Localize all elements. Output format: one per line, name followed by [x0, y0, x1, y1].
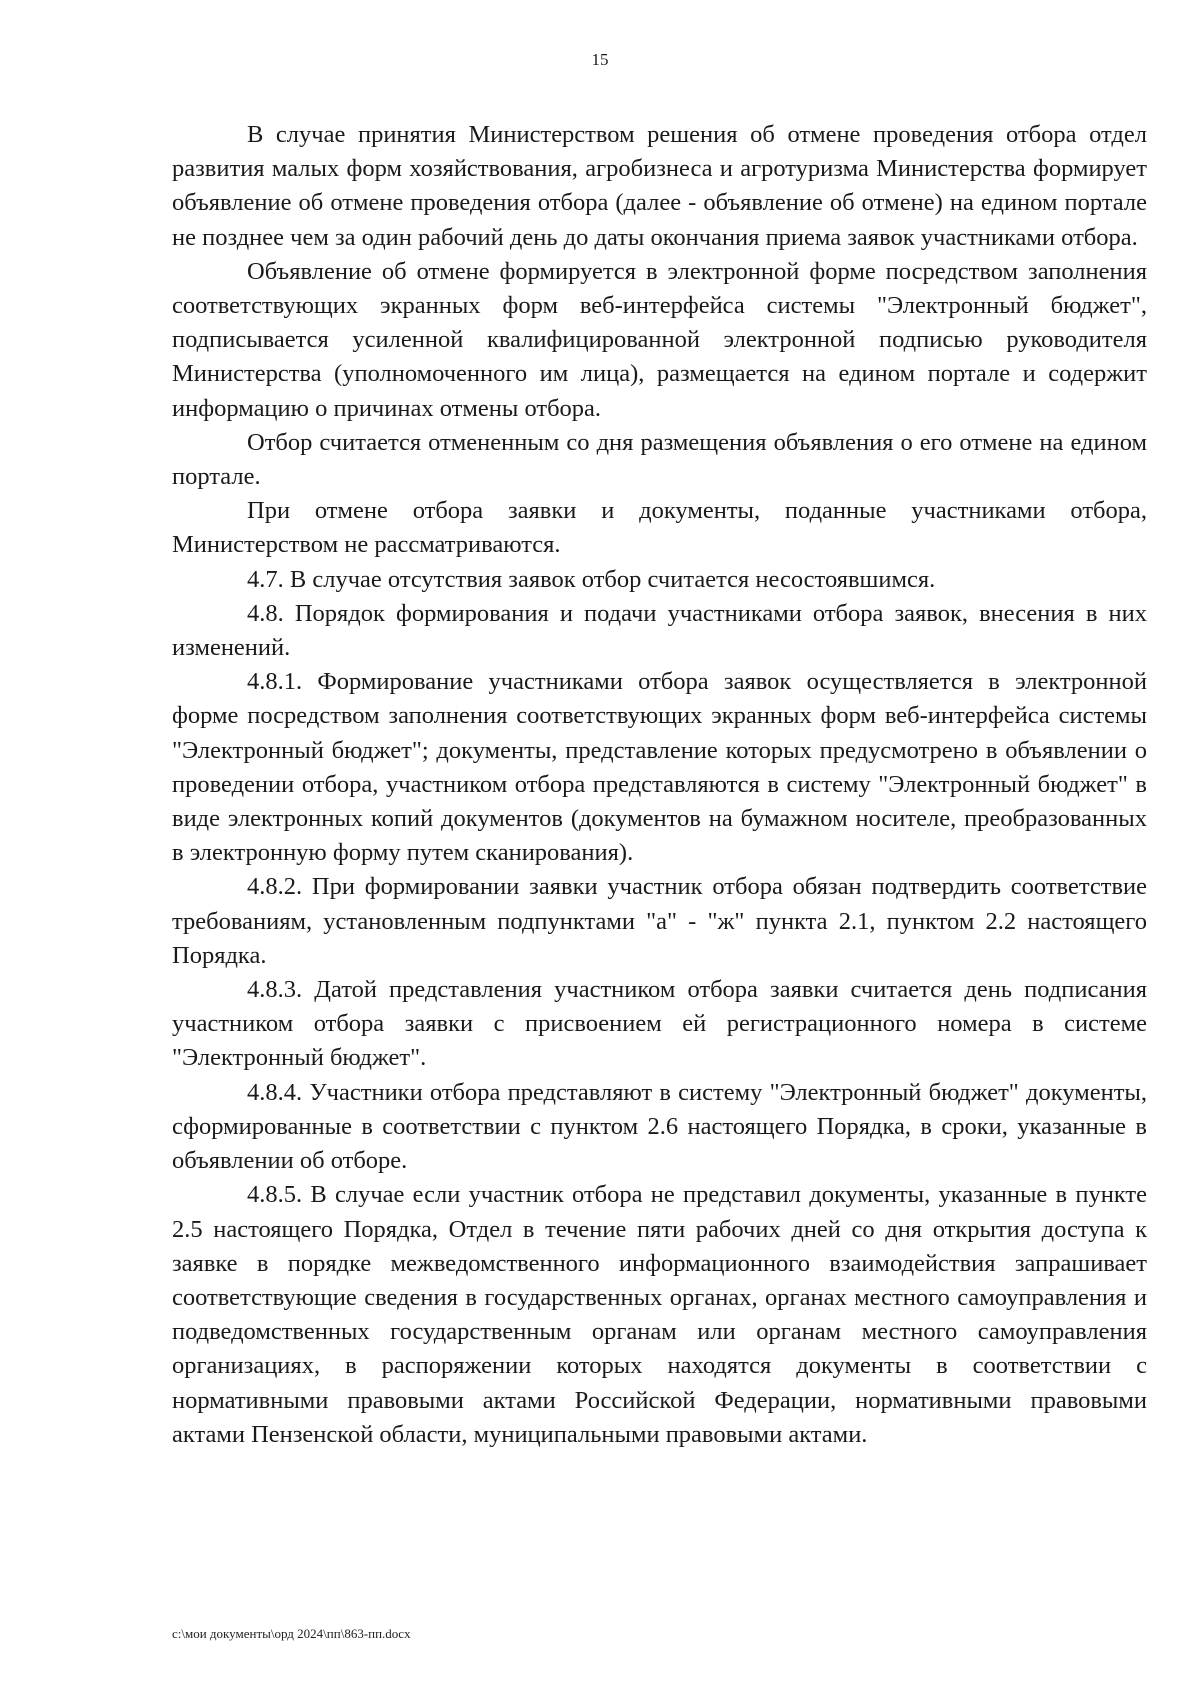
paragraph-cancellation-notice-form: Объявление об отмене формируется в электронной форме посредством заполнения соответствующих экранных форм веб-интерфейса системы "Электронный бюджет", подписывается усиленной квалифицированной электронной подписью руководителя Министерства (уполномоченного им лица), размещается на едином портале и содержит информацию о причинах отмены отбора. — [172, 257, 1147, 422]
paragraph-4-8-2: 4.8.2. При формировании заявки участник отбора обязан подтвердить соответствие требованиям, установленным подпунктами "а" - "ж" пункта 2.1, пунктом 2.2 настоящего Порядка. — [172, 873, 1147, 969]
paragraph-4-8-1: 4.8.1. Формирование участниками отбора заявок осуществляется в электронной форме посредством заполнения соответствующих экранных форм веб-интерфейса системы "Электронный бюджет"; документы, представление которых предусмотрено в объявлении о проведении отбора, участником отбора представляются в систему "Электронный бюджет" в виде электронных копий документов (документов на бумажном носителе, преобразованных в электронную форму путем сканирования). — [172, 668, 1147, 867]
paragraph-4-8: 4.8. Порядок формирования и подачи участниками отбора заявок, внесения в них изменений. — [172, 599, 1147, 662]
paragraph-selection-cancelled: Отбор считается отмененным со дня размещения объявления о его отмене на едином портале. — [172, 428, 1147, 491]
paragraph-cancellation-decision: В случае принятия Министерством решения об отмене проведения отбора отдел развития малых форм хозяйствования, агробизнеса и агротуризма Министерства формирует объявление об отмене проведения отбора (далее - объявление об отмене) на едином портале не позднее чем за один рабочий день до даты окончания приема заявок участниками отбора. — [172, 121, 1147, 251]
document-body — [172, 118, 1147, 1452]
paragraph-4-8-3: 4.8.3. Датой представления участником отбора заявки считается день подписания участником отбора заявки с присвоением ей регистрационного номера в системе "Электронный бюджет". — [172, 976, 1147, 1072]
paragraph-4-8-5: 4.8.5. В случае если участник отбора не представил документы, указанные в пункте 2.5 настоящего Порядка, Отдел в течение пяти рабочих дней со дня открытия доступа к заявке в порядке межведомственного информационного взаимодействия запрашивает соответствующие сведения в государственных органах, органах местного самоуправления и подведомственных государственным органам или органам местного самоуправления организациях, в распоряжении которых находятся документы в соответствии с нормативными правовыми актами Российской Федерации, нормативными правовыми актами Пензенской области, муниципальными правовыми актами. — [172, 1181, 1147, 1448]
paragraph-applications-not-considered: При отмене отбора заявки и документы, поданные участниками отбора, Министерством не рассматриваются. — [172, 497, 1147, 559]
paragraph-4-7: 4.7. В случае отсутствия заявок отбор считается несостоявшимся. — [247, 565, 936, 593]
footer-file-path: c:\мои документы\орд 2024\пп\863-пп.docx — [172, 1626, 411, 1641]
paragraph-4-8-4: 4.8.4. Участники отбора представляют в систему "Электронный бюджет" документы, сформированные в соответствии с пунктом 2.6 настоящего Порядка, в сроки, указанные в объявлении об отборе. — [172, 1078, 1147, 1175]
page-number: 15 — [591, 50, 609, 69]
